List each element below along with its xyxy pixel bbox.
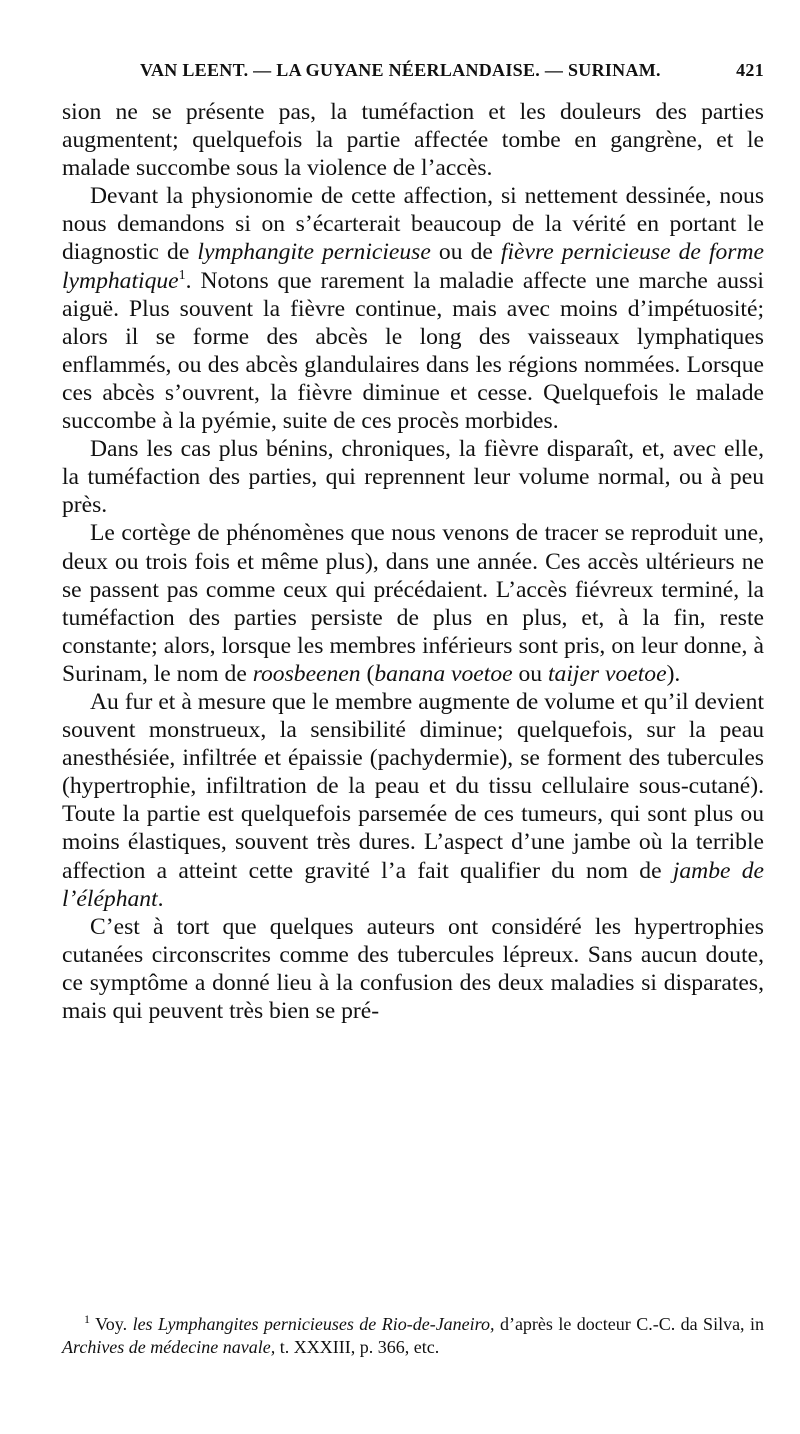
term-roosbeenen: roosbeenen — [252, 660, 361, 687]
footnote-title: les Lymphangites pernicieuses de Rio-de-Janeiro, — [132, 1314, 495, 1334]
paragraph-1-text: sion ne se présente pas, la tuméfaction et les douleurs des parties augmentent; quelquefois la partie affectée tombe en gangrène, et le malade succombe sous la violence de l’accès. — [62, 99, 764, 182]
footnote-text-b: d’après le docteur C.-C. da Silva, in — [494, 1314, 764, 1334]
term-lymphangite: lymphangite pernicieuse — [197, 239, 431, 266]
paragraph-4-text-c: ou — [512, 660, 548, 687]
body-text — [62, 98, 764, 1025]
footnote-text-c: t. XXXIII, p. 366, etc. — [275, 1337, 440, 1357]
page-number: 421 — [736, 60, 764, 80]
footnote-mark: 1 — [84, 1312, 90, 1326]
paragraph-4-text-b: ( — [360, 660, 375, 687]
paragraph-5-text-b: . — [157, 885, 164, 912]
term-taijer-voetoe: taijer voetoe — [547, 660, 667, 687]
paragraph-2 — [62, 182, 764, 435]
footnote-reference: 1 — [178, 267, 186, 283]
term-fievre-pernicieuse: fièvre pernicieuse de forme lymphatique — [62, 239, 764, 294]
paragraph-4 — [62, 519, 764, 688]
paragraph-3 — [62, 435, 764, 519]
running-title: VAN LEENT. — LA GUYANE NÉERLANDAISE. — SURINAM. — [140, 60, 661, 80]
footnote-text-a: Voy. — [90, 1314, 133, 1334]
paragraph-5-text-a: Au fur et à mesure que le membre augmente de volume et qu’il devient souvent monstrueux, la sensibilité diminue; quelquefois, sur la peau anesthésiée, infiltrée et épaissie (pachydermie), se forment des tubercules (hypertrophie, infiltration de la peau et du tissu cellulaire sous-cutané). Toute la partie est quelquefois parsemée de ces tumeurs, qui sont plus ou moins élastiques, souvent très dures. L’aspect d’une jambe où la terrible affection a atteint cette gravité l’a fait qualifier du nom de — [62, 688, 764, 884]
paragraph-6-text: C’est à tort que quelques auteurs ont considéré les hypertrophies cutanées circonscrites comme des tubercules lépreux. Sans aucun doute, ce symptôme a donné lieu à la confusion des deux maladies si disparates, mais qui peuvent très bien se pré- — [62, 913, 764, 1024]
paragraph-2-text-b: ou de — [430, 239, 501, 266]
paragraph-4-text-d: ). — [666, 660, 681, 687]
paragraph-2-text-c: . Notons que rarement la maladie affecte une marche aussi aiguë. Plus souvent la fièvre continue, mais avec moins d’impétuosité; alors il se forme des abcès le long des vaisseaux lymphatiques enflammés, ou des abcès glandulaires dans les régions nommées. Lorsque ces abcès s’ouvrent, la fièvre diminue et cesse. Quelquefois le malade succombe à la pyémie, suite de ces procès morbides. — [62, 267, 764, 435]
paragraph-1 — [62, 98, 764, 182]
paragraph-6 — [62, 913, 764, 1025]
term-banana-voetoe: banana voetoe — [374, 660, 513, 687]
paragraph-2-text-a: Devant la physionomie de cette affection, si nettement dessinée, nous nous demandons si on s’écarterait beaucoup de la vérité en portant le diagnostic de — [62, 183, 764, 266]
footnote-journal: Archives de médecine navale, — [62, 1337, 276, 1357]
footnotes — [62, 1313, 764, 1359]
paragraph-4-text-a: Le cortège de phénomènes que nous venons de tracer se reproduit une, deux ou trois fois et même plus), dans une année. Ces accès ultérieurs ne se passent pas comme ceux qui précédaient. L’accès fiévreux terminé, la tuméfaction des parties persiste de plus en plus, et, à la fin, reste constante; alors, lorsque les membres inférieurs sont pris, on leur donne, à Surinam, le nom de — [62, 520, 764, 687]
page-header — [62, 60, 764, 81]
paragraph-5 — [62, 688, 764, 913]
paragraph-3-text: Dans les cas plus bénins, chroniques, la fièvre disparaît, et, avec elle, la tuméfaction des parties, qui reprennent leur volume normal, ou à peu près. — [62, 436, 764, 519]
footnote-1 — [62, 1313, 764, 1359]
term-jambe-elephant: jambe de l’éléphant — [62, 857, 765, 912]
